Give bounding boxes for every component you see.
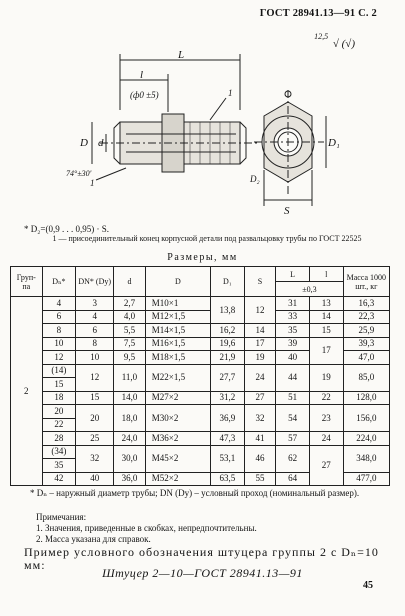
cell-l: 15: [309, 324, 343, 338]
dimensions-table: [10, 266, 390, 486]
th-D1: D₁: [211, 267, 245, 297]
cell-l: 27: [309, 445, 343, 486]
th-dn-nominal: DN* (Dу): [76, 267, 114, 297]
cell-D: M12×1,5: [145, 310, 210, 324]
page-header: ГОСТ 28941.13—91 С. 2: [259, 8, 377, 19]
cell-D: M30×2: [145, 405, 210, 432]
cell-dn: 8: [42, 324, 76, 338]
cell-D: M36×2: [145, 432, 210, 446]
label-chamfer: 74°±30': [66, 169, 92, 178]
cell-d: 30,0: [114, 445, 146, 472]
table-row: [11, 364, 390, 378]
roughness-symbol: [314, 32, 355, 50]
table-row: [11, 445, 390, 459]
roughness-value: 12,5: [314, 32, 329, 41]
cell-L: 33: [276, 310, 310, 324]
cell-group: 2: [11, 297, 43, 486]
cell-d: 24,0: [114, 432, 146, 446]
cell-S: 19: [244, 351, 276, 365]
fitting-drawing: [40, 50, 370, 222]
cell-D: M16×1,5: [145, 337, 210, 351]
label-l: l: [140, 69, 144, 81]
table-row: [11, 391, 390, 405]
cell-D: M27×2: [145, 391, 210, 405]
cell-d: 2,7: [114, 297, 146, 311]
cell-D1: 21,9: [211, 351, 245, 365]
cell-D: M18×1,5: [145, 351, 210, 365]
cell-D: M52×2: [145, 472, 210, 486]
cell-dnn: 4: [76, 310, 114, 324]
table-row: [11, 405, 390, 419]
cell-S: 12: [244, 297, 276, 324]
cell-D: M45×2: [145, 445, 210, 472]
cell-l: 17: [309, 337, 343, 364]
cell-dnn: 8: [76, 337, 114, 351]
cell-S: 46: [244, 445, 276, 472]
cell-S: 14: [244, 324, 276, 338]
cell-d: 5,5: [114, 324, 146, 338]
cell-l: 13: [309, 297, 343, 311]
label-D2: D₂: [250, 174, 260, 184]
table-caption: Размеры, мм: [167, 252, 238, 263]
cell-mass: 156,0: [343, 405, 389, 432]
cell-D: M22×1,5: [145, 364, 210, 391]
cell-L: 44: [276, 364, 310, 391]
th-tolerance: ±0,3: [276, 282, 343, 297]
cell-S: 32: [244, 405, 276, 432]
cell-S: 27: [244, 391, 276, 405]
cell-d: 18,0: [114, 405, 146, 432]
page-number: 45: [363, 580, 373, 591]
cell-dnn: 12: [76, 364, 114, 391]
cell-L: 54: [276, 405, 310, 432]
cell-D1: 31,2: [211, 391, 245, 405]
cell-D1: 13,8: [211, 297, 245, 324]
cell-dn: 10: [42, 337, 76, 351]
table-row: [11, 310, 390, 324]
label-callout-1b: 1: [90, 178, 95, 188]
table-row: [11, 337, 390, 351]
cell-D1: 47,3: [211, 432, 245, 446]
cell-d: 36,0: [114, 472, 146, 486]
cell-d: 14,0: [114, 391, 146, 405]
label-S: S: [284, 205, 290, 217]
cell-D1: 63,5: [211, 472, 245, 486]
label-callout-1a: 1: [228, 88, 233, 98]
table-row: [11, 297, 390, 311]
cell-dn: 15: [42, 378, 76, 392]
cell-dn: 18: [42, 391, 76, 405]
cell-D1: 19,6: [211, 337, 245, 351]
notes-block: [36, 512, 386, 545]
cell-dn: (14): [42, 364, 76, 378]
cell-D1: 36,9: [211, 405, 245, 432]
cell-dnn: 40: [76, 472, 114, 486]
cell-L: 31: [276, 297, 310, 311]
cell-l: 22: [309, 391, 343, 405]
th-L: L: [276, 267, 310, 282]
roughness-mark: √ (√): [332, 38, 355, 50]
label-angle: (ф0 ±5): [130, 90, 159, 100]
note-item-1: 1. Значения, приведенные в скобках, непредпочтительны.: [36, 523, 257, 533]
cell-mass: 22,3: [343, 310, 389, 324]
table-row: [11, 324, 390, 338]
cell-mass: 128,0: [343, 391, 389, 405]
cell-mass: 348,0: [343, 445, 389, 472]
cell-mass: 39,3: [343, 337, 389, 351]
cell-d: 4,0: [114, 310, 146, 324]
cell-dnn: 15: [76, 391, 114, 405]
note-item-2: 2. Масса указана для справок.: [36, 534, 151, 544]
label-D1: D₁: [328, 137, 340, 149]
cell-l: 14: [309, 310, 343, 324]
th-dn: Dₙ*: [42, 267, 76, 297]
cell-D1: 53,1: [211, 445, 245, 472]
cell-dn: 4: [42, 297, 76, 311]
cell-S: 41: [244, 432, 276, 446]
cell-D: M10×1: [145, 297, 210, 311]
th-mass: Масса 1000 шт., кг: [343, 267, 389, 297]
table-row: [11, 432, 390, 446]
cell-L: 51: [276, 391, 310, 405]
cell-dn: 22: [42, 418, 76, 432]
cell-dnn: 6: [76, 324, 114, 338]
cell-dn: 35: [42, 459, 76, 473]
cell-S: 17: [244, 337, 276, 351]
cell-dn: 12: [42, 351, 76, 365]
cell-S: 55: [244, 472, 276, 486]
cell-mass: 47,0: [343, 351, 389, 365]
cell-dn: (34): [42, 445, 76, 459]
cell-dnn: 3: [76, 297, 114, 311]
cell-dn: 6: [42, 310, 76, 324]
cell-L: 62: [276, 445, 310, 472]
cell-dnn: 10: [76, 351, 114, 365]
cell-d: 9,5: [114, 351, 146, 365]
label-L: L: [178, 50, 185, 61]
cell-L: 64: [276, 472, 310, 486]
note-1: 1 — присоединительный конец корпусной детали под развальцовку трубы по ГОСТ 22525: [52, 234, 362, 243]
cell-l: 19: [309, 364, 343, 391]
th-S: S: [244, 267, 276, 297]
example-heading: Пример условного обозначения штуцера группы 2 с Dₙ=10 мм:: [24, 545, 379, 572]
cell-D1: 16,2: [211, 324, 245, 338]
cell-dnn: 20: [76, 405, 114, 432]
th-D: D: [145, 267, 210, 297]
th-group: Груп- па: [11, 267, 43, 297]
cell-mass: 25,9: [343, 324, 389, 338]
notes-title: Примечания:: [36, 512, 87, 522]
cell-S: 24: [244, 364, 276, 391]
cell-D1: 27,7: [211, 364, 245, 391]
footnote-definition: * Dₙ – наружный диаметр трубы; DN (Dу) – условный проход (номинальный размер).: [30, 488, 360, 498]
th-d: d: [114, 267, 146, 297]
cell-L: 39: [276, 337, 310, 351]
th-l: l: [309, 267, 343, 282]
cell-dn: 28: [42, 432, 76, 446]
cell-d: 11,0: [114, 364, 146, 391]
designation-example: Штуцер 2—10—ГОСТ 28941.13—91: [102, 566, 303, 580]
d2-formula: * D₂=(0,9 . . . 0,95) · S.: [24, 224, 109, 234]
cell-dn: 20: [42, 405, 76, 419]
cell-L: 40: [276, 351, 310, 365]
cell-mass: 16,3: [343, 297, 389, 311]
cell-l: 24: [309, 432, 343, 446]
cell-dnn: 32: [76, 445, 114, 472]
label-d: d: [98, 137, 104, 149]
cell-mass: 477,0: [343, 472, 389, 486]
cell-l: 23: [309, 405, 343, 432]
cell-mass: 224,0: [343, 432, 389, 446]
cell-D: M14×1,5: [145, 324, 210, 338]
cell-dnn: 25: [76, 432, 114, 446]
cell-L: 57: [276, 432, 310, 446]
cell-mass: 85,0: [343, 364, 389, 391]
cell-d: 7,5: [114, 337, 146, 351]
cell-L: 35: [276, 324, 310, 338]
cell-dn: 42: [42, 472, 76, 486]
label-D: D: [80, 137, 88, 149]
